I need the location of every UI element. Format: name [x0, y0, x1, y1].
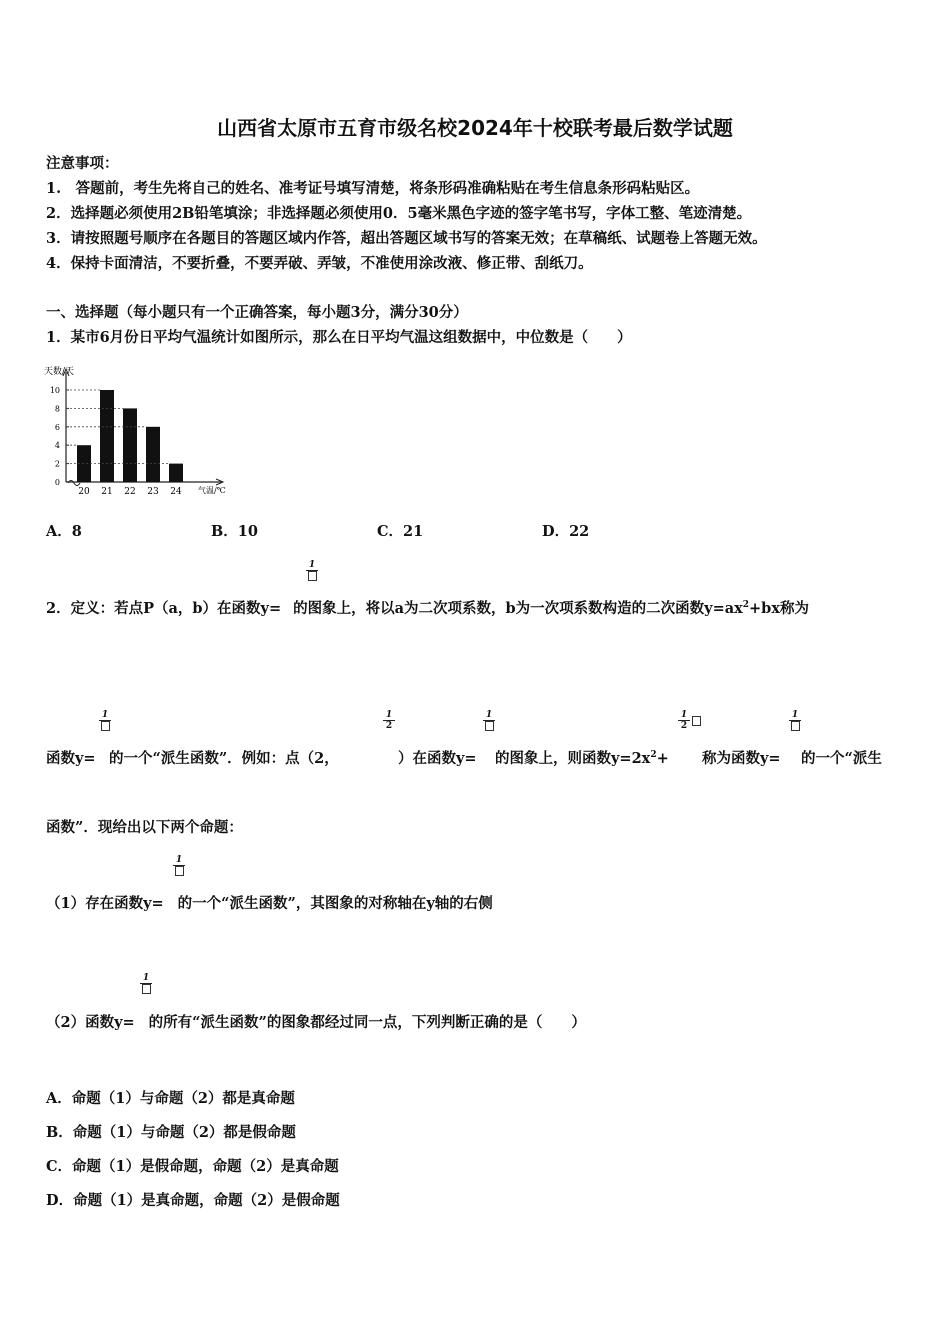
- placeholder-box-icon: [485, 721, 494, 731]
- q2-option-c[interactable]: C．命题（1）是假命题，命题（2）是真命题: [46, 1158, 339, 1175]
- y-tick-label: 4: [54, 441, 60, 451]
- placeholder-box-icon: [791, 721, 800, 731]
- q2-line-1: 2．定义：若点P（a，b）在函数y= 的图象上，将以a为二次项系数，b为一次项系数构造的二次函数$y=ax^2+bx$称为: [46, 600, 809, 617]
- page-title: 山西省太原市五育市级名校2024年十校联考最后数学试题: [217, 116, 733, 140]
- q1-option-d[interactable]: D．22: [542, 523, 590, 540]
- q2-line-3: 函数”．现给出以下两个命题：: [46, 819, 243, 836]
- y-tick-label: 8: [54, 404, 60, 414]
- notice-item: 2．选择题必须使用2B铅笔填涂；非选择题必须使用0．5毫米黑色字迹的签字笔书写，字体工整、笔迹清楚。: [46, 205, 752, 222]
- fraction: 1: [483, 710, 495, 734]
- fraction-half: $\frac{1}{2}$: [383, 710, 395, 731]
- temperature-bar-chart: [42, 362, 242, 502]
- q2-p2-a: 函数y=: [46, 750, 96, 767]
- fraction: 1: [789, 710, 801, 734]
- q2-p2-c: ）在函数y=: [398, 750, 477, 767]
- fraction-half: $\frac{1}{2}$: [678, 710, 690, 731]
- placeholder-box-icon: [308, 571, 317, 581]
- q2-p2-f: 称为函数y=: [702, 750, 781, 767]
- y-tick-label: 2: [54, 459, 60, 469]
- placeholder-box-icon: [692, 716, 701, 726]
- question-1-stem: 1．某市6月份日平均气温统计如图所示，那么在日平均气温这组数据中，中位数是（ ）: [46, 329, 632, 346]
- fraction: 1: [99, 710, 111, 734]
- x-tick-label: 20: [78, 487, 90, 497]
- fraction-numerator: 1: [306, 560, 318, 571]
- x-tick-label: 24: [170, 487, 182, 497]
- q1-option-b[interactable]: B．10: [211, 523, 258, 540]
- placeholder-box-icon: [142, 984, 151, 994]
- bar-21: [100, 390, 114, 482]
- q2-p2-d: 的图象上，则函数$y=2x^2+$: [495, 750, 669, 767]
- fraction: 1: [140, 973, 152, 997]
- q2-option-a[interactable]: A．命题（1）与命题（2）都是真命题: [46, 1090, 295, 1107]
- x-tick-label: 21: [101, 487, 113, 497]
- q2-p2-g: 的一个“派生: [801, 750, 882, 767]
- section-heading: 一、选择题（每小题只有一个正确答案，每小题3分，满分30分）: [46, 304, 468, 321]
- q2-option-b[interactable]: B．命题（1）与命题（2）都是假命题: [46, 1124, 296, 1141]
- bar-23: [146, 427, 160, 482]
- y-tick-label: 0: [54, 478, 60, 487]
- x-axis-label: 气温/℃: [198, 486, 226, 495]
- y-tick-label: 6: [54, 422, 60, 432]
- notice-heading: 注意事项：: [46, 155, 119, 172]
- y-tick-label: 10: [49, 386, 60, 395]
- placeholder-box-icon: [101, 721, 110, 731]
- q2-option-d[interactable]: D．命题（1）是真命题，命题（2）是假命题: [46, 1192, 340, 1209]
- fraction: [306, 560, 318, 584]
- x-tick-label: 22: [124, 487, 136, 497]
- bar-24: [169, 464, 183, 482]
- q1-option-c[interactable]: C．21: [377, 523, 424, 540]
- q2-statement-1: （1）存在函数y= 的一个“派生函数”，其图象的对称轴在y轴的右侧: [46, 895, 493, 912]
- y-axis-label: 天数/天: [44, 367, 75, 377]
- q2-p2-b: 的一个“派生函数”．例如：点（2，: [109, 750, 339, 767]
- q1-option-a[interactable]: A．8: [46, 523, 82, 540]
- placeholder-box-icon: [175, 866, 184, 876]
- notice-item: 4．保持卡面清洁，不要折叠，不要弄破、弄皱，不准使用涂改液、修正带、刮纸刀。: [46, 255, 593, 272]
- bar-22: [123, 408, 137, 482]
- q2-statement-2: （2）函数y= 的所有“派生函数”的图象都经过同一点，下列判断正确的是（ ）: [46, 1014, 586, 1031]
- x-tick-label: 23: [147, 487, 159, 497]
- notice-item: 3．请按照题号顺序在各题目的答题区域内作答，超出答题区域书写的答案无效；在草稿纸、试题卷上答题无效。: [46, 230, 767, 247]
- fraction: 1: [173, 855, 185, 879]
- notice-item: 1. 答题前，考生先将自己的姓名、准考证号填写清楚，将条形码准确粘贴在考生信息条形码粘贴区。: [46, 180, 700, 197]
